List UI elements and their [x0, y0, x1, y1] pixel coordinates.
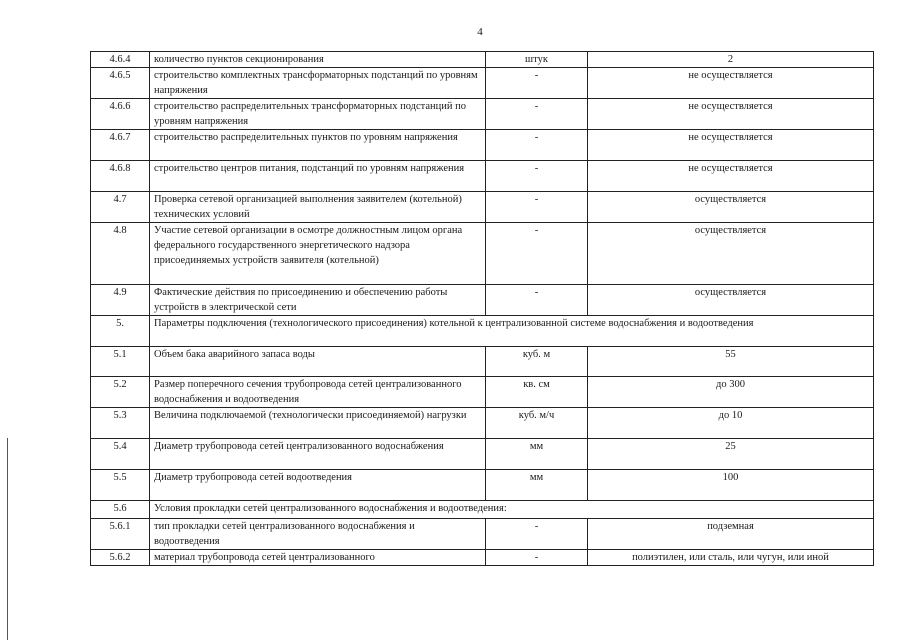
- row-number: 4.6.4: [91, 52, 150, 68]
- unit-cell: -: [486, 192, 588, 223]
- unit-cell: -: [486, 130, 588, 161]
- table-row: [91, 316, 874, 347]
- parameter-name: строительство распределительных трансформаторных подстанций по уровням напряжения: [150, 99, 486, 130]
- table-row: [91, 439, 874, 470]
- row-number: 5.: [91, 316, 150, 347]
- unit-cell: -: [486, 223, 588, 285]
- row-number: 5.6.2: [91, 550, 150, 566]
- value-cell: до 300: [588, 377, 874, 408]
- unit-cell: -: [486, 519, 588, 550]
- unit-cell: куб. м: [486, 347, 588, 377]
- row-number: 5.5: [91, 470, 150, 501]
- value-cell: не осуществляется: [588, 161, 874, 192]
- parameter-name: тип прокладки сетей централизованного водоснабжения и водоотведения: [150, 519, 486, 550]
- row-number: 5.3: [91, 408, 150, 439]
- table-row: [91, 347, 874, 377]
- value-cell: полиэтилен, или сталь, или чугун, или иной: [588, 550, 874, 566]
- row-number: 4.8: [91, 223, 150, 285]
- parameter-name: строительство комплектных трансформаторных подстанций по уровням напряжения: [150, 68, 486, 99]
- parameter-name: Участие сетевой организации в осмотре должностным лицом органа федерального государственного энергетического надзора присоединяемых устройств заявителя (котельной): [150, 223, 486, 285]
- table-row: [91, 130, 874, 161]
- row-number: 5.6.1: [91, 519, 150, 550]
- table-row: [91, 68, 874, 99]
- table-row: [91, 52, 874, 68]
- unit-cell: штук: [486, 52, 588, 68]
- parameter-name: Диаметр трубопровода сетей централизованного водоснабжения: [150, 439, 486, 470]
- unit-cell: -: [486, 161, 588, 192]
- value-cell: до 10: [588, 408, 874, 439]
- value-cell: не осуществляется: [588, 99, 874, 130]
- unit-cell: -: [486, 99, 588, 130]
- unit-cell: мм: [486, 439, 588, 470]
- table-row: [91, 223, 874, 285]
- parameter-name: Величина подключаемой (технологически присоединяемой) нагрузки: [150, 408, 486, 439]
- table-row: [91, 470, 874, 501]
- value-cell: осуществляется: [588, 285, 874, 316]
- page-number: 4: [477, 26, 483, 38]
- value-cell: 2: [588, 52, 874, 68]
- row-number: 4.7: [91, 192, 150, 223]
- section-heading: Параметры подключения (технологического присоединения) котельной к централизованной системе водоснабжения и водоотведения: [150, 316, 874, 347]
- parameter-name: материал трубопровода сетей централизованного: [150, 550, 486, 566]
- value-cell: осуществляется: [588, 192, 874, 223]
- table-row: [91, 99, 874, 130]
- table-row: [91, 519, 874, 550]
- table-row: [91, 408, 874, 439]
- parameter-name: Фактические действия по присоединению и обеспечению работы устройств в электрической сети: [150, 285, 486, 316]
- row-number: 4.6.5: [91, 68, 150, 99]
- row-number: 4.6.6: [91, 99, 150, 130]
- unit-cell: кв. см: [486, 377, 588, 408]
- table-row: [91, 377, 874, 408]
- parameter-name: Объем бака аварийного запаса воды: [150, 347, 486, 377]
- row-number: 4.9: [91, 285, 150, 316]
- value-cell: не осуществляется: [588, 68, 874, 99]
- parameter-name: строительство распределительных пунктов по уровням напряжения: [150, 130, 486, 161]
- value-cell: 55: [588, 347, 874, 377]
- table-row: [91, 192, 874, 223]
- unit-cell: куб. м/ч: [486, 408, 588, 439]
- row-number: 5.6: [91, 501, 150, 519]
- table-row: [91, 501, 874, 519]
- parameter-name: Диаметр трубопровода сетей водоотведения: [150, 470, 486, 501]
- table-row: [91, 550, 874, 566]
- section-heading: Условия прокладки сетей централизованного водоснабжения и водоотведения:: [150, 501, 874, 519]
- row-number: 5.1: [91, 347, 150, 377]
- table-row: [91, 161, 874, 192]
- value-cell: 25: [588, 439, 874, 470]
- value-cell: 100: [588, 470, 874, 501]
- row-number: 4.6.8: [91, 161, 150, 192]
- unit-cell: мм: [486, 470, 588, 501]
- unit-cell: -: [486, 68, 588, 99]
- margin-rule: [7, 438, 8, 640]
- value-cell: не осуществляется: [588, 130, 874, 161]
- row-number: 4.6.7: [91, 130, 150, 161]
- parameters-table: [90, 51, 874, 566]
- value-cell: осуществляется: [588, 223, 874, 285]
- parameter-name: количество пунктов секционирования: [150, 52, 486, 68]
- parameter-name: строительство центров питания, подстанций по уровням напряжения: [150, 161, 486, 192]
- unit-cell: -: [486, 550, 588, 566]
- row-number: 5.2: [91, 377, 150, 408]
- value-cell: подземная: [588, 519, 874, 550]
- unit-cell: -: [486, 285, 588, 316]
- row-number: 5.4: [91, 439, 150, 470]
- table-row: [91, 285, 874, 316]
- parameter-name: Размер поперечного сечения трубопровода сетей централизованного водоснабжения и водоотведения: [150, 377, 486, 408]
- parameter-name: Проверка сетевой организацией выполнения заявителем (котельной) технических условий: [150, 192, 486, 223]
